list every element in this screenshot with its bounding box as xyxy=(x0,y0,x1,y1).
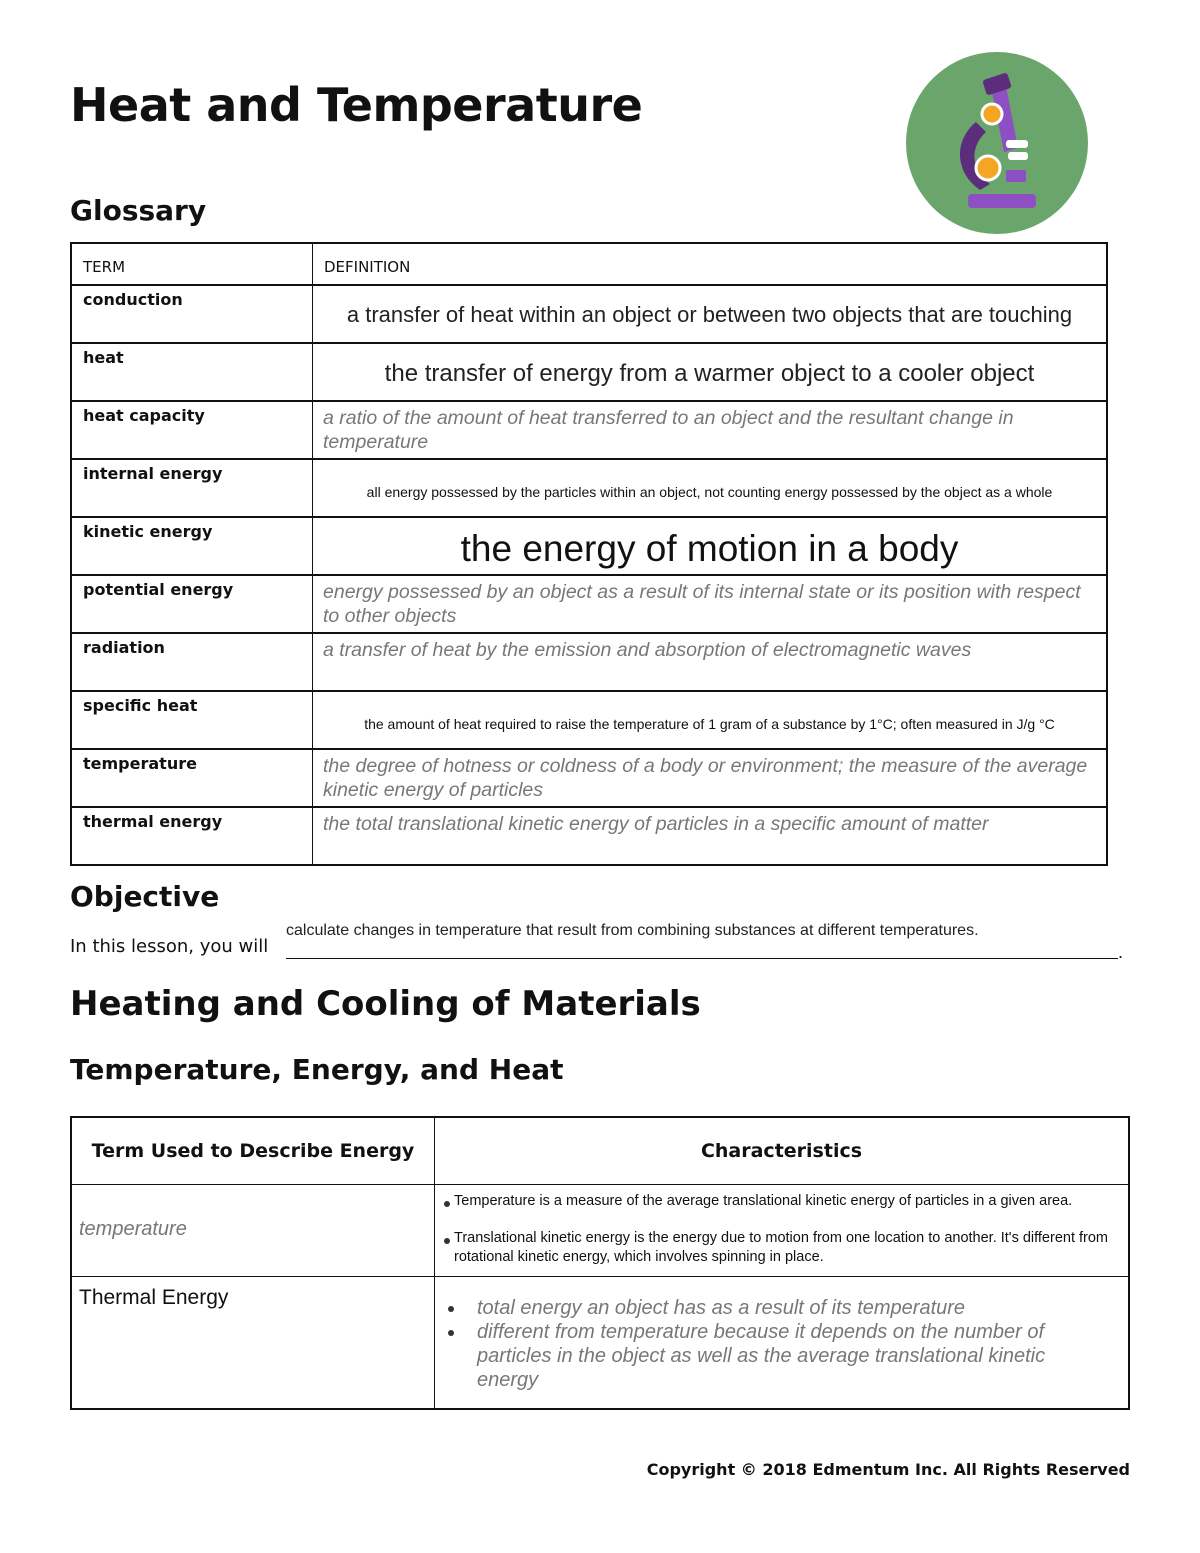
term-cell: potential energy xyxy=(71,575,313,633)
column-header-term: TERM xyxy=(71,243,313,285)
term-cell: radiation xyxy=(71,633,313,691)
definition-text: the total translational kinetic energy of particles in a specific amount of matter xyxy=(323,813,989,835)
glossary-heading: Glossary xyxy=(70,194,207,227)
column-header-characteristics: Characteristics xyxy=(435,1117,1130,1185)
term-cell: temperature xyxy=(71,749,313,807)
definition-cell xyxy=(313,343,1108,401)
objective-prefix: In this lesson, you will xyxy=(70,936,269,957)
term-cell: kinetic energy xyxy=(71,517,313,575)
table-row xyxy=(71,343,1107,401)
definition-text: energy possessed by an object as a result of its internal state or its position with respect to other objects xyxy=(323,581,1081,627)
definition-text: all energy possessed by the particles within an object, not counting energy possessed by the object as a whole xyxy=(366,484,1053,500)
table-row xyxy=(71,575,1107,633)
definition-text: a transfer of heat by the emission and absorption of electromagnetic waves xyxy=(323,639,972,661)
answer-underline xyxy=(286,958,1118,959)
list-item: total energy an object has as a result of its temperature xyxy=(444,1296,1087,1320)
table-row xyxy=(71,401,1107,459)
definition-text: the energy of motion in a body xyxy=(460,528,959,569)
definition-cell xyxy=(313,691,1108,749)
table-row xyxy=(71,517,1107,575)
definition-cell xyxy=(313,575,1108,633)
term-cell: heat xyxy=(71,343,313,401)
characteristics-cell xyxy=(435,1185,1130,1277)
table-row xyxy=(71,691,1107,749)
table-row xyxy=(71,749,1107,807)
table-row xyxy=(71,285,1107,343)
term-cell: thermal energy xyxy=(71,807,313,865)
glossary-header-row xyxy=(71,243,1107,285)
term-cell: heat capacity xyxy=(71,401,313,459)
section-subheading: Temperature, Energy, and Heat xyxy=(70,1053,564,1086)
definition-cell xyxy=(313,633,1108,691)
microscope-icon xyxy=(906,52,1088,234)
energy-term-cell xyxy=(71,1277,435,1409)
objective-answer-field[interactable]: calculate changes in temperature that result from combining substances at different temperatures. xyxy=(286,922,979,939)
column-header-term: Term Used to Describe Energy xyxy=(71,1117,435,1185)
definition-cell xyxy=(313,749,1108,807)
objective-statement xyxy=(70,922,1130,962)
objective-period: . xyxy=(1118,942,1124,962)
definition-text: a ratio of the amount of heat transferred to an object and the resultant change in temperature xyxy=(323,407,1014,453)
definition-text: the transfer of energy from a warmer object to a cooler object xyxy=(384,360,1035,387)
definition-cell xyxy=(313,401,1108,459)
term-cell: conduction xyxy=(71,285,313,343)
table-row xyxy=(71,633,1107,691)
glossary-table xyxy=(70,242,1108,866)
table-row xyxy=(71,459,1107,517)
column-header-definition: DEFINITION xyxy=(313,243,1108,285)
definition-cell xyxy=(313,459,1108,517)
list-item: Temperature is a measure of the average translational kinetic energy of particles in a given area. xyxy=(442,1192,1119,1211)
term-cell: internal energy xyxy=(71,459,313,517)
characteristics-cell xyxy=(435,1277,1130,1409)
table-row xyxy=(71,807,1107,865)
list-item: different from temperature because it depends on the number of particles in the object as well as the average translational kinetic energy xyxy=(444,1320,1087,1392)
definition-cell xyxy=(313,517,1108,575)
definition-text: the amount of heat required to raise the temperature of 1 gram of a substance by 1°C; often measured in J/g °C xyxy=(364,716,1055,732)
term-cell: specific heat xyxy=(71,691,313,749)
definition-cell xyxy=(313,285,1108,343)
energy-term-cell xyxy=(71,1185,435,1277)
copyright-footer: Copyright © 2018 Edmentum Inc. All Rights Reserved xyxy=(646,1460,1130,1479)
list-item: Translational kinetic energy is the energy due to motion from one location to another. It's different from rotational kinetic energy, which involves spinning in place. xyxy=(442,1229,1119,1267)
table-row xyxy=(71,1277,1129,1409)
definition-cell xyxy=(313,807,1108,865)
section-heading: Heating and Cooling of Materials xyxy=(70,984,701,1024)
energy-term-text: Thermal Energy xyxy=(79,1286,229,1309)
energy-term-text: temperature xyxy=(79,1218,187,1240)
energy-header-row xyxy=(71,1117,1129,1185)
table-row xyxy=(71,1185,1129,1277)
characteristics-list xyxy=(436,1186,1127,1275)
characteristics-list xyxy=(436,1278,1127,1406)
definition-text: the degree of hotness or coldness of a body or environment; the measure of the average kinetic energy of particles xyxy=(323,755,1088,801)
definition-text: a transfer of heat within an object or between two objects that are touching xyxy=(346,302,1073,327)
objective-heading: Objective xyxy=(70,880,220,913)
page-title: Heat and Temperature xyxy=(70,78,643,132)
energy-table xyxy=(70,1116,1130,1410)
